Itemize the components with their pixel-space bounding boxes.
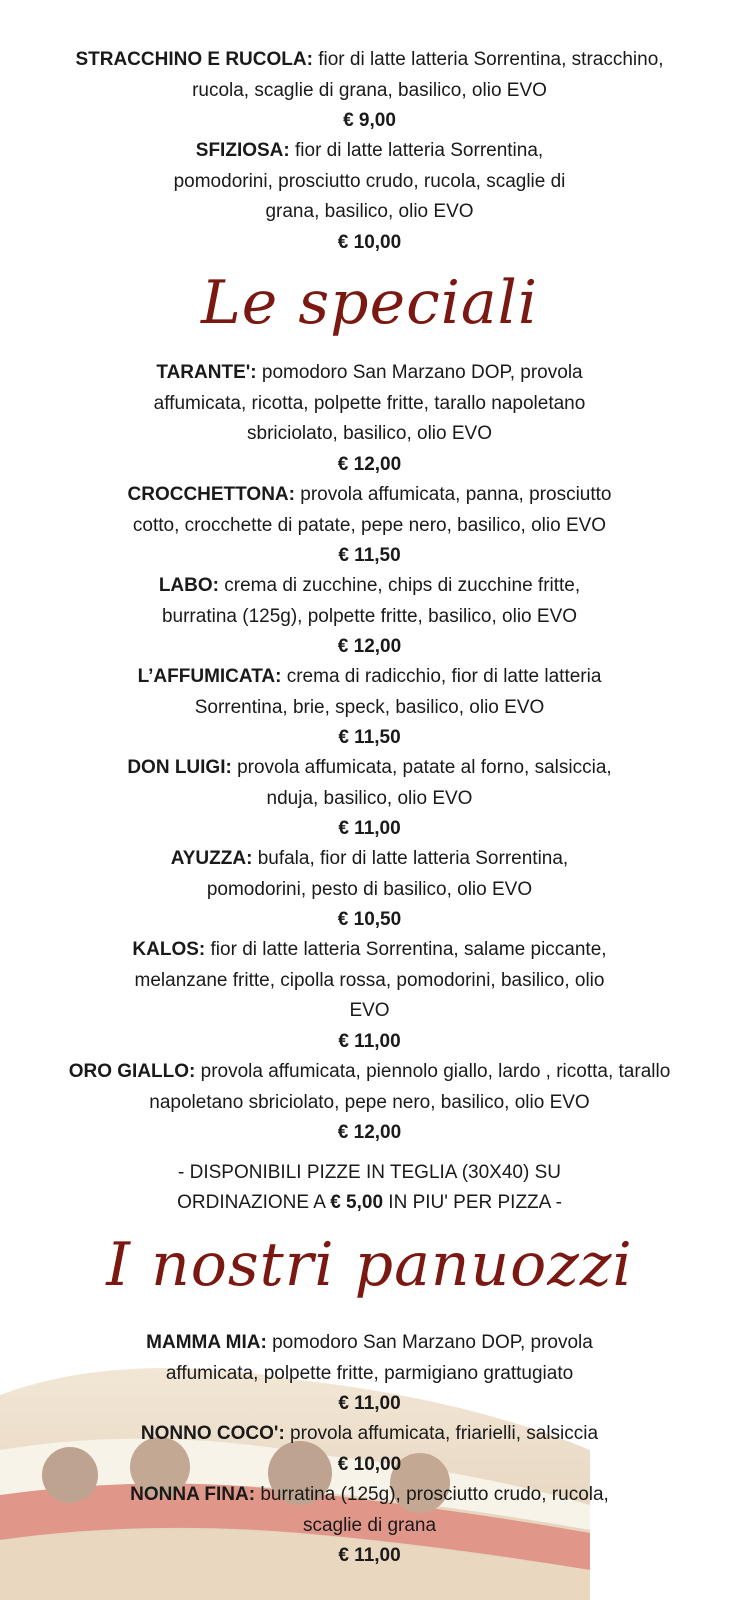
item-description: burratina (125g), prosciutto crudo, rucola, scaglie di grana [255,1484,609,1536]
note-text-end: IN PIU' PER PIZZA - [383,1192,562,1213]
item-name: STRACCHINO E RUCOLA: [75,49,313,70]
menu-item-ayuzza [0,844,739,936]
menu-item-laffumicata [0,662,739,754]
menu-item-crocchettona [0,480,739,572]
item-name: L’AFFUMICATA: [137,666,282,687]
item-price: € 12,00 [337,636,402,657]
item-name: DON LUIGI: [127,757,232,778]
note-text: - DISPONIBILI PIZZE IN TEGLIA (30X40) SU ORDINAZIONE A [177,1162,561,1213]
menu-item-nonna-fina [0,1480,739,1572]
menu-item-tarante [0,358,739,480]
item-name: MAMMA MIA: [146,1332,267,1353]
item-name: KALOS: [132,939,206,960]
menu-item-labo [0,571,739,663]
item-name: ORO GIALLO: [68,1061,196,1082]
teglia-note [0,1158,739,1218]
menu-item-sfiziosa [0,136,739,258]
item-description: crema di radicchio, fior di latte latteria Sorrentina, brie, speck, basilico, olio EVO [194,666,602,718]
item-price: € 11,00 [338,1030,401,1052]
item-description: provola affumicata, panna, prosciutto cotto, crocchette di patate, pepe nero, basilico, olio EVO [132,484,612,536]
menu-item-kalos [0,935,739,1057]
item-name: NONNO COCO': [140,1423,285,1444]
item-price: € 11,00 [338,818,401,839]
item-name: AYUZZA: [170,848,253,869]
item-description: bufala, fior di latte latteria Sorrentina, pomodorini, pesto di basilico, olio EVO [206,848,569,900]
item-name: LABO: [158,575,219,596]
item-price: € 11,50 [338,545,401,566]
item-price: € 9,00 [343,110,396,131]
item-name: CROCCHETTONA: [127,484,295,505]
item-description: provola affumicata, friarielli, salsiccia [284,1423,599,1444]
item-description: provola affumicata, patate al forno, salsiccia, nduja, basilico, olio EVO [231,757,612,809]
item-description: provola affumicata, piennolo giallo, lardo , ricotta, tarallo napoletano sbriciolato, pepe nero, basilico, olio EVO [149,1061,671,1113]
item-name: SFIZIOSA: [195,140,290,161]
item-price: € 11,00 [338,1545,401,1566]
menu-item-don-luigi [0,753,739,845]
item-price: € 10,50 [337,909,402,930]
item-name: NONNA FINA: [130,1484,256,1505]
menu-item-oro-giallo [0,1057,739,1149]
item-price: € 10,00 [337,231,402,253]
item-description: fior di latte latteria Sorrentina, stracchino, rucola, scaglie di grana, basilico, olio EVO [192,49,664,101]
item-price: € 12,00 [337,1122,402,1143]
item-price: € 11,00 [338,1393,401,1414]
item-name: TARANTE': [156,362,257,383]
menu-item-nonno-coco [0,1419,739,1480]
item-description: fior di latte latteria Sorrentina, salame piccante, melanzane fritte, cipolla rossa, pomodorini, basilico, olio EVO [134,939,607,1021]
section-title-speciali: Le speciali [200,268,539,338]
item-price: € 12,00 [337,453,402,475]
menu-item-stracchino-e-rucola [0,45,739,137]
item-description: fior di latte latteria Sorrentina, pomodorini, prosciutto crudo, rucola, scaglie di grana, basilico, olio EVO [173,140,566,222]
item-description: pomodoro San Marzano DOP, provola affumicata, ricotta, polpette fritte, tarallo napoletano sbriciolato, basilico, olio EVO [153,362,586,444]
menu-item-mamma-mia [0,1328,739,1420]
item-description: crema di zucchine, chips di zucchine fritte, burratina (125g), polpette fritte, basilico, olio EVO [161,575,581,627]
item-price: € 10,00 [337,1453,402,1475]
item-price: € 11,50 [338,727,401,748]
item-description: pomodoro San Marzano DOP, provola affumicata, polpette fritte, parmigiano grattugiato [165,1332,593,1384]
section-title-panuozzi: I nostri panuozzi [106,1230,633,1300]
note-price: € 5,00 [330,1192,384,1213]
